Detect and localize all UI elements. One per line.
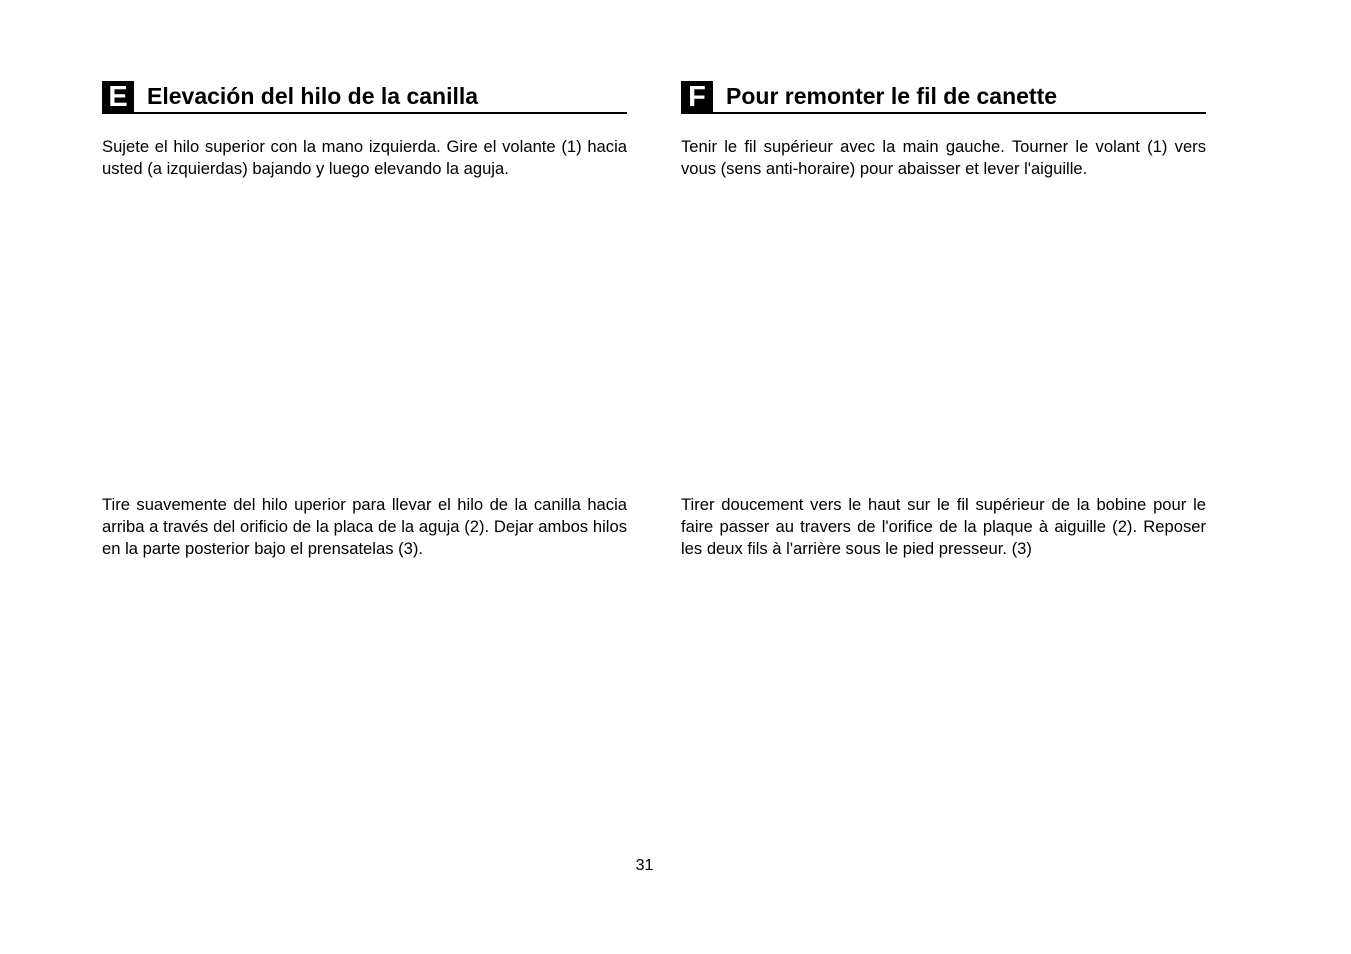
- spanish-section-title: Elevación del hilo de la canilla: [147, 83, 479, 109]
- language-badge-f: F: [681, 81, 713, 113]
- spanish-section-header: [102, 82, 627, 114]
- french-section-title: Pour remonter le fil de canette: [726, 83, 1058, 109]
- spanish-section: [102, 81, 627, 558]
- french-instruction-1: Tenir le fil supérieur avec la main gauche. Tourner le volant (1) vers vous (sens anti-horaire) pour abaisser et lever l'aiguille.: [681, 137, 1206, 178]
- french-section: [681, 81, 1206, 558]
- spanish-instruction-1: Sujete el hilo superior con la mano izquierda. Gire el volante (1) hacia usted (a izquierdas) bajando y luego elevando la aguja.: [102, 137, 627, 178]
- language-badge-e: E: [102, 81, 134, 113]
- french-section-header: [681, 82, 1206, 114]
- french-instruction-2: Tirer doucement vers le haut sur le fil supérieur de la bobine pour le faire passer au travers de l'orifice de la plaque à aiguille (2). Reposer les deux fils à l'arrière sous le pied presseur. (3): [681, 495, 1206, 558]
- spanish-instruction-2: Tire suavemente del hilo uperior para llevar el hilo de la canilla hacia arriba a través del orificio de la placa de la aguja (2). Dejar ambos hilos en la parte posterior bajo el prensatelas (3).: [102, 495, 627, 558]
- page-number: 31: [635, 857, 654, 874]
